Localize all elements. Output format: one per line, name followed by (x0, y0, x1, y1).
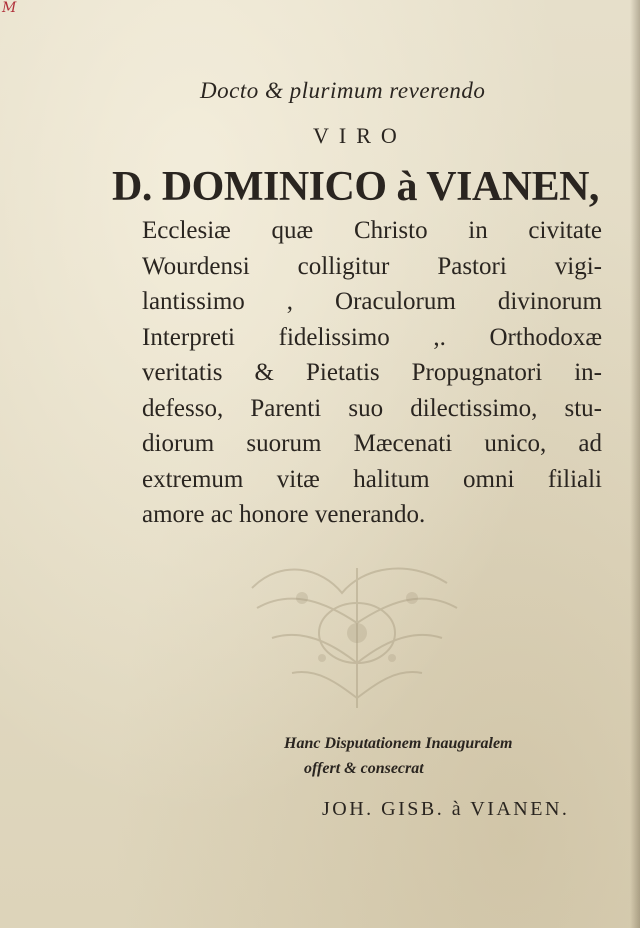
signature: JOH. GISB. à VIANEN. (322, 798, 570, 820)
corner-mark: M (2, 0, 17, 16)
dedication-body (142, 213, 602, 533)
body-line: Wourdensi colligitur Pastori vigi- (142, 252, 602, 280)
viro-heading: VIRO (313, 123, 407, 148)
body-line: lantissimo , Oraculorum divinorum (142, 288, 602, 315)
body-line: defesso, Parenti suo dilectissimo, stu- (142, 394, 602, 422)
body-line: Interpreti fidelissimo ,. Orthodoxæ (142, 323, 602, 351)
body-line: veritatis & Pietatis Propugnatori in- (142, 359, 602, 386)
offer-line-1: Hanc Disputationem Inauguralem (284, 735, 513, 752)
body-line: extremum vitæ halitum omni filiali (142, 465, 602, 493)
page-edge-shadow (630, 0, 640, 928)
dedication-line: Docto & plurimum reverendo (200, 78, 486, 103)
faded-ornament-icon (232, 548, 482, 718)
dedicatee-name: D. DOMINICO à VIANEN, (112, 164, 599, 210)
offer-line-2: offert & consecrat (304, 760, 424, 777)
body-line: Ecclesiæ quæ Christo in civitate (142, 217, 602, 244)
body-line: diorum suorum Mæcenati unico, ad (142, 430, 602, 457)
body-line: amore ac honore venerando. (142, 501, 426, 528)
